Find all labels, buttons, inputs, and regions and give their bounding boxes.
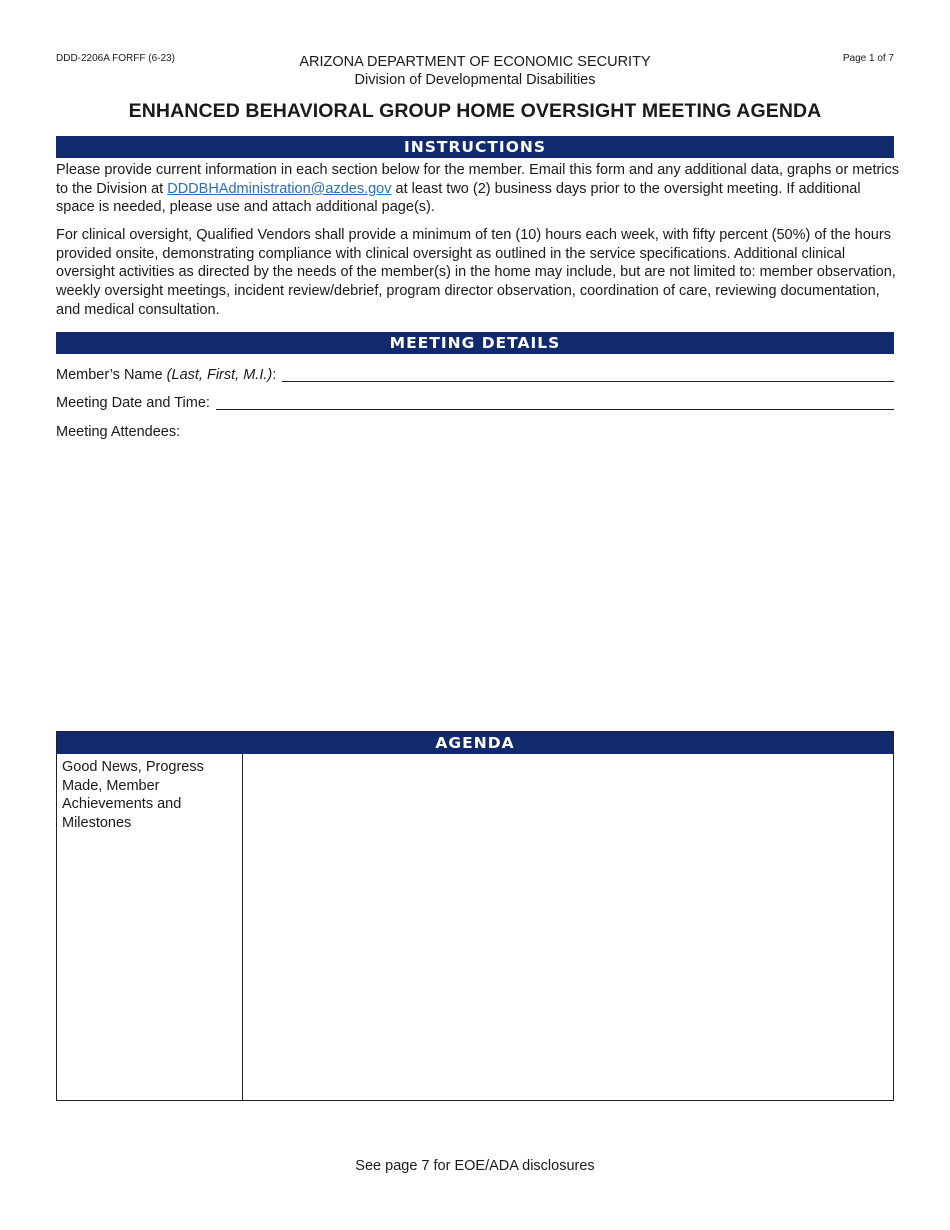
instructions-heading: INSTRUCTIONS — [56, 136, 894, 158]
instructions-paragraph-1: Please provide current information in each section below for the member. Email this form and any additional data, graphs or metrics to the Division at DDDBHAdministration@azdes.gov at least two (2) business days prior to the oversight meeting. If additional space is needed, please use and attach additional page(s). — [56, 162, 900, 216]
member-name-field[interactable] — [282, 363, 894, 382]
form-id: DDD-2206A FORFF (6-23) — [56, 53, 175, 64]
instructions-paragraph-2: For clinical oversight, Qualified Vendors shall provide a minimum of ten (10) hours each week, with fifty percent (50%) of the hours provided onsite, demonstrating compliance with clinical oversight as outlined in the service specifications. Additional clinical oversight activities as directed by the needs of the member(s) in the home may include, but are not limited to: member observation, weekly oversight meetings, incident review/debrief, program director observation, coordination of care, reviewing documentation, and medical consultation. — [56, 227, 896, 318]
agenda-table — [56, 731, 894, 1101]
email-link[interactable]: DDDBHAdministration@azdes.gov — [167, 180, 392, 197]
meeting-date-label: Meeting Date and Time: — [56, 395, 210, 411]
member-name-row — [56, 364, 894, 384]
meeting-details-heading: MEETING DETAILS — [56, 332, 894, 354]
page-number: Page 1 of 7 — [842, 53, 894, 64]
member-name-label: Member’s Name (Last, First, M.I.): — [56, 367, 277, 383]
agenda-row-field[interactable] — [244, 754, 893, 1100]
meeting-date-field[interactable] — [216, 391, 894, 410]
meeting-date-row — [56, 392, 894, 412]
footer-disclosure: See page 7 for EOE/ADA disclosures — [355, 1158, 595, 1174]
agency-name: ARIZONA DEPARTMENT OF ECONOMIC SECURITY — [299, 54, 651, 70]
agenda-heading: AGENDA — [57, 732, 893, 754]
meeting-attendees-label: Meeting Attendees: — [56, 424, 181, 440]
division-name: Division of Developmental Disabilities — [354, 72, 596, 88]
agenda-row-label: Good News, Progress Made, Member Achievements and Milestones — [57, 754, 243, 1100]
document-title: ENHANCED BEHAVIORAL GROUP HOME OVERSIGHT MEETING AGENDA — [128, 100, 822, 122]
meeting-attendees-field[interactable] — [56, 444, 894, 724]
